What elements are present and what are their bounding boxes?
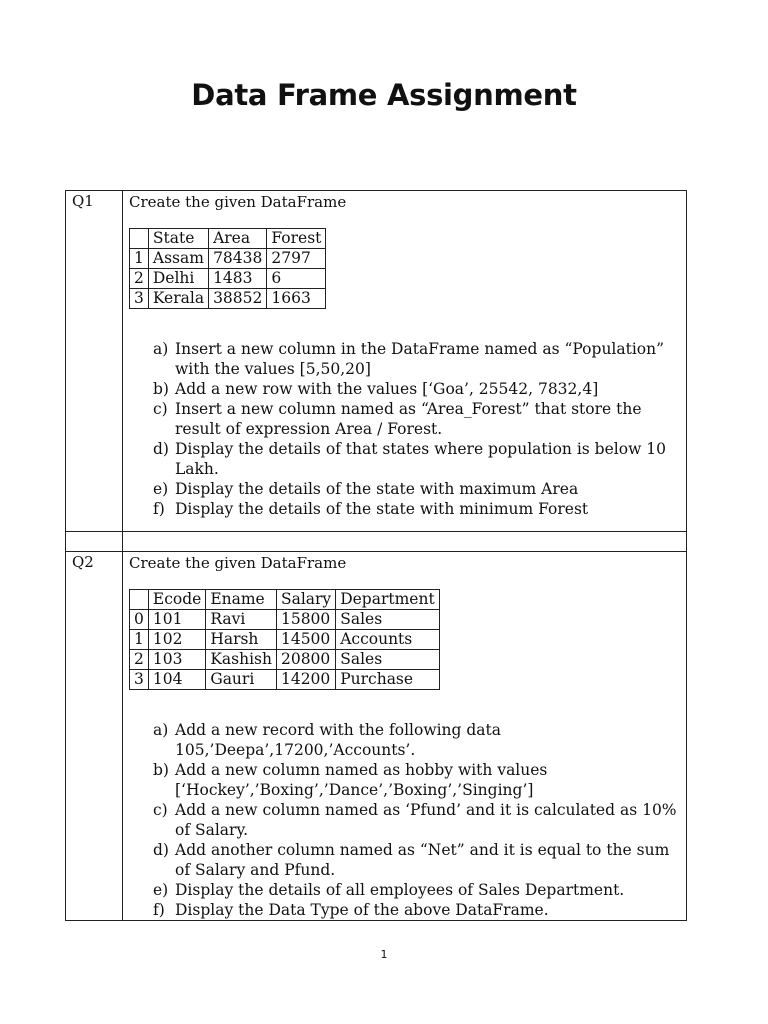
question-number: Q2 — [66, 552, 123, 921]
task-label: f) — [153, 500, 165, 518]
list-item — [153, 479, 686, 499]
table-cell: 103 — [148, 650, 205, 670]
table-cell: Harsh — [206, 630, 277, 650]
table-header-row — [130, 229, 326, 249]
assignment-table — [65, 190, 687, 921]
spacer-row — [66, 532, 687, 552]
table-cell: Delhi — [148, 269, 208, 289]
task-text: Add a new row with the values [‘Goa’, 25542, 7832,4] — [175, 380, 599, 398]
question-number: Q1 — [66, 191, 123, 532]
task-text: Insert a new column named as “Area_Forest” that store the result of expression Area / Forest. — [175, 400, 642, 438]
list-item — [153, 379, 686, 399]
page-title: Data Frame Assignment — [191, 78, 577, 112]
table-row — [130, 650, 440, 670]
table-cell: 6 — [267, 269, 326, 289]
task-text: Display the details of that states where population is below 10 Lakh. — [175, 440, 666, 478]
table-cell: 2797 — [267, 249, 326, 269]
table-cell: 15800 — [276, 610, 335, 630]
list-item — [153, 720, 686, 760]
table-cell: 38852 — [209, 289, 267, 309]
task-list — [129, 720, 686, 920]
task-label: c) — [153, 400, 168, 418]
task-label: c) — [153, 801, 168, 819]
table-cell: 14500 — [276, 630, 335, 650]
task-text: Add another column named as “Net” and it is equal to the sum of Salary and Pfund. — [175, 841, 670, 879]
table-row — [130, 670, 440, 690]
table-row — [130, 630, 440, 650]
row-index: 3 — [130, 670, 149, 690]
column-header — [130, 590, 149, 610]
spacer-cell — [66, 532, 123, 552]
column-header: Salary — [276, 590, 335, 610]
question-row-q2 — [66, 552, 687, 921]
task-label: a) — [153, 721, 169, 739]
row-index: 1 — [130, 630, 149, 650]
list-item — [153, 840, 686, 880]
task-label: d) — [153, 440, 169, 458]
table-cell: Accounts — [336, 630, 439, 650]
table-cell: Assam — [148, 249, 208, 269]
table-cell: 104 — [148, 670, 205, 690]
table-cell: Kerala — [148, 289, 208, 309]
list-item — [153, 900, 686, 920]
table-cell: 20800 — [276, 650, 335, 670]
table-cell: Ravi — [206, 610, 277, 630]
column-header — [130, 229, 149, 249]
list-item — [153, 880, 686, 900]
table-header-row — [130, 590, 440, 610]
column-header: Department — [336, 590, 439, 610]
question-heading: Create the given DataFrame — [129, 193, 347, 211]
table-row — [130, 249, 326, 269]
task-text: Add a new column named as ‘Pfund’ and it is calculated as 10% of Salary. — [175, 801, 677, 839]
task-label: e) — [153, 881, 169, 899]
page-number: 1 — [380, 948, 388, 961]
list-item — [153, 760, 686, 800]
task-text: Add a new record with the following data 105,’Deepa’,17200,’Accounts’. — [175, 721, 502, 759]
column-header: Ecode — [148, 590, 205, 610]
question-heading: Create the given DataFrame — [129, 554, 347, 572]
table-cell: 1663 — [267, 289, 326, 309]
task-text: Display the details of all employees of Sales Department. — [175, 881, 625, 899]
table-row — [130, 289, 326, 309]
task-list — [129, 339, 686, 519]
table-cell: 78438 — [209, 249, 267, 269]
question-body — [123, 191, 687, 532]
question-row-q1 — [66, 191, 687, 532]
row-index: 1 — [130, 249, 149, 269]
table-cell: Sales — [336, 610, 439, 630]
task-text: Display the details of the state with maximum Area — [175, 480, 579, 498]
task-label: e) — [153, 480, 169, 498]
task-text: Add a new column named as hobby with values [‘Hockey’,’Boxing’,’Dance’,’Boxing’,’Singing’] — [175, 761, 548, 799]
task-label: d) — [153, 841, 169, 859]
list-item — [153, 399, 686, 439]
list-item — [153, 439, 686, 479]
column-header: Area — [209, 229, 267, 249]
task-text: Display the Data Type of the above DataFrame. — [175, 901, 549, 919]
table-cell: 14200 — [276, 670, 335, 690]
table-cell: Kashish — [206, 650, 277, 670]
column-header: Ename — [206, 590, 277, 610]
table-cell: 1483 — [209, 269, 267, 289]
row-index: 3 — [130, 289, 149, 309]
row-index: 2 — [130, 650, 149, 670]
row-index: 0 — [130, 610, 149, 630]
list-item — [153, 499, 686, 519]
column-header: Forest — [267, 229, 326, 249]
table-row — [130, 269, 326, 289]
table-cell: Purchase — [336, 670, 439, 690]
table-cell: Gauri — [206, 670, 277, 690]
dataframe-table-employees — [129, 589, 440, 690]
column-header: State — [148, 229, 208, 249]
task-label: b) — [153, 380, 169, 398]
list-item — [153, 800, 686, 840]
task-label: b) — [153, 761, 169, 779]
task-text: Insert a new column in the DataFrame named as “Population” with the values [5,50,20] — [175, 340, 665, 378]
question-body — [123, 552, 687, 921]
table-cell: 102 — [148, 630, 205, 650]
row-index: 2 — [130, 269, 149, 289]
task-text: Display the details of the state with minimum Forest — [175, 500, 589, 518]
task-label: f) — [153, 901, 165, 919]
table-cell: 101 — [148, 610, 205, 630]
spacer-cell — [123, 532, 687, 552]
list-item — [153, 339, 686, 379]
dataframe-table-states — [129, 228, 326, 309]
table-row — [130, 610, 440, 630]
table-cell: Sales — [336, 650, 439, 670]
task-label: a) — [153, 340, 169, 358]
